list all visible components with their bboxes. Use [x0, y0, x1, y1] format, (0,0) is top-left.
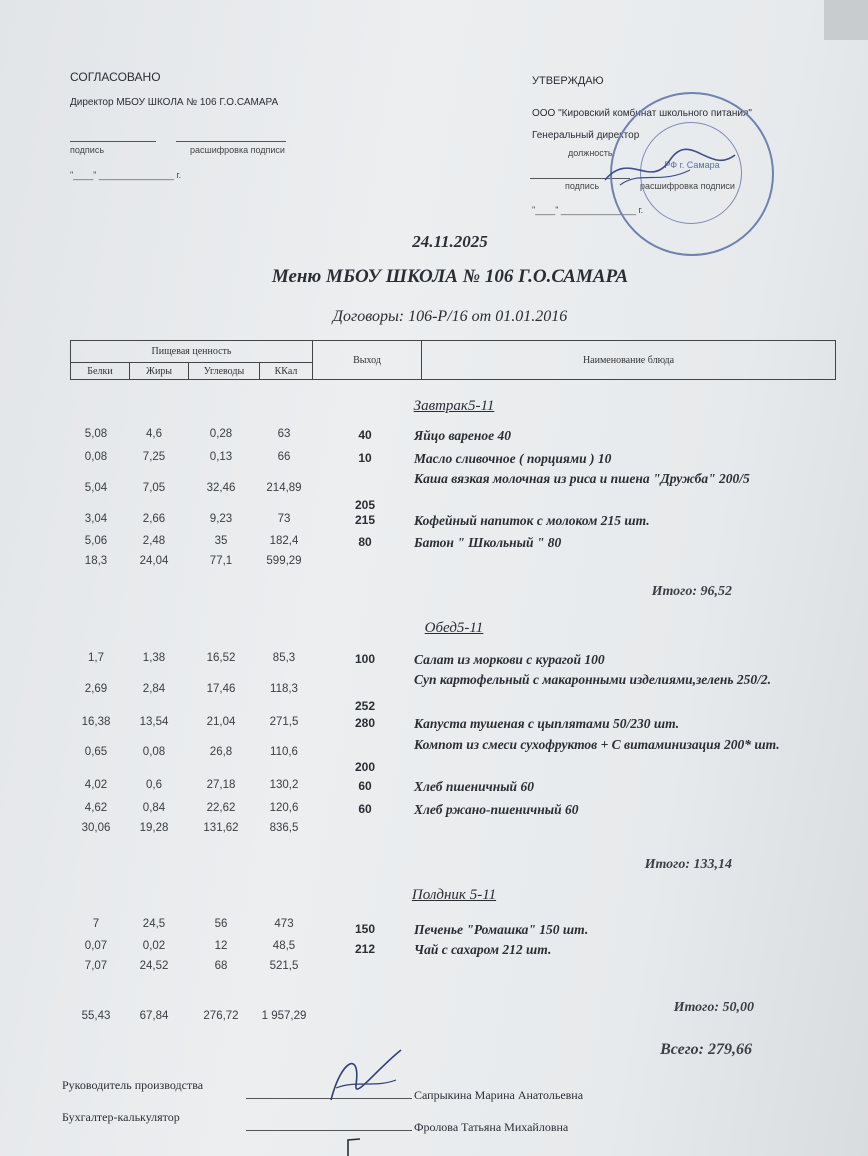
protein-value: 4,02 — [84, 779, 108, 791]
accountant-name: Фролова Татьяна Михайловна — [414, 1120, 569, 1134]
kcal-value: 120,6 — [269, 802, 299, 814]
manager-signature — [316, 1040, 416, 1110]
signature-caption-right: подпись — [565, 181, 600, 191]
protein-value: 1,7 — [88, 652, 104, 664]
carbs-value: 35 — [214, 535, 228, 547]
kcal-value: 66 — [277, 451, 291, 463]
output-value: 252 — [354, 699, 376, 713]
dish-name: Капуста тушеная с цыплятами 50/230 шт. — [414, 716, 680, 731]
dish-name: Суп картофельный с макаронными изделиями,зелень 250/2. — [414, 672, 772, 687]
approval-left-position: Директор МБОУ ШКОЛА № 106 Г.О.САМАРА — [70, 97, 279, 108]
lunch-title: Обед5-11 — [424, 620, 484, 636]
kcal-value: 271,5 — [269, 716, 299, 728]
protein-value: 7 — [92, 918, 100, 930]
kcal-sum: 836,5 — [269, 822, 299, 834]
fat-value: 7,05 — [142, 482, 166, 494]
output-value: 10 — [358, 451, 372, 465]
dish-name: Масло сливочное ( порциями ) 10 — [414, 451, 612, 466]
protein-value: 3,04 — [84, 513, 108, 525]
protein-sum: 7,07 — [84, 960, 108, 972]
director-signature — [600, 140, 740, 200]
carbs-value: 22,62 — [206, 802, 236, 814]
breakfast-total: Итого: 96,52 — [651, 584, 732, 599]
dish-name: Печенье "Ромашка" 150 шт. — [414, 922, 589, 937]
carbs-sum: 68 — [214, 960, 228, 972]
output-value: 215 — [354, 513, 376, 527]
paper-edge — [824, 0, 868, 40]
grand-total: Всего: 279,66 — [660, 1041, 752, 1058]
carbs-value: 27,18 — [206, 779, 236, 791]
position-caption-right: должность — [568, 148, 613, 158]
fat-value: 2,48 — [142, 535, 166, 547]
dish-name: Каша вязкая молочная из риса и пшена "Дружба" 200/5 — [414, 471, 750, 486]
snack-total: Итого: 50,00 — [673, 1000, 754, 1015]
output-value: 60 — [358, 802, 372, 816]
carbs-value: 32,46 — [206, 482, 236, 494]
approval-right-title: УТВЕРЖДАЮ — [532, 75, 604, 87]
carbs-header: Углеводы — [189, 363, 260, 380]
kcal-value: 85,3 — [272, 652, 296, 664]
dish-name: Яйцо вареное 40 — [414, 428, 511, 443]
carbs-grand: 276,72 — [203, 1010, 239, 1022]
fat-header: Жиры — [130, 363, 189, 380]
fat-value: 4,6 — [146, 428, 162, 440]
carbs-value: 56 — [214, 918, 228, 930]
protein-value: 0,07 — [84, 940, 108, 952]
approval-right-org: ООО "Кировский комбинат школьного питания" — [532, 108, 752, 119]
protein-grand: 55,43 — [81, 1010, 111, 1022]
decode-caption-right: расшифровка подписи — [640, 181, 735, 191]
kcal-value: 63 — [277, 428, 291, 440]
protein-value: 2,69 — [84, 683, 108, 695]
output-value: 205 — [354, 498, 376, 512]
output-value: 40 — [358, 428, 372, 442]
fat-value: 1,38 — [142, 652, 166, 664]
output-value: 80 — [358, 535, 372, 549]
output-value: 150 — [354, 922, 376, 936]
carbs-value: 21,04 — [206, 716, 236, 728]
menu-table-header — [70, 340, 836, 380]
carbs-sum: 131,62 — [203, 822, 239, 834]
fat-sum: 24,52 — [139, 960, 169, 972]
protein-sum: 18,3 — [84, 555, 108, 567]
date-line-right: "____" _______________ г. — [532, 205, 644, 215]
output-value: 280 — [354, 716, 376, 730]
protein-value: 0,65 — [84, 746, 108, 758]
carbs-value: 16,52 — [206, 652, 236, 664]
carbs-value: 9,23 — [209, 513, 233, 525]
dish-name: Хлеб ржано-пшеничный 60 — [414, 802, 579, 817]
dish-name: Хлеб пшеничный 60 — [414, 779, 534, 794]
dish-name: Чай с сахаром 212 шт. — [414, 942, 552, 957]
dish-name: Салат из моркови с курагой 100 — [414, 652, 605, 667]
output-value: 212 — [354, 942, 376, 956]
accountant-label: Бухгалтер-калькулятор — [62, 1110, 180, 1124]
fat-sum: 19,28 — [139, 822, 169, 834]
carbs-value: 0,28 — [209, 428, 233, 440]
fat-value: 0,02 — [142, 940, 166, 952]
protein-value: 0,08 — [84, 451, 108, 463]
kcal-sum: 599,29 — [266, 555, 302, 567]
lunch-total: Итого: 133,14 — [644, 857, 732, 872]
kcal-value: 130,2 — [269, 779, 299, 791]
fat-value: 0,08 — [142, 746, 166, 758]
kcal-value: 473 — [274, 918, 294, 930]
contract-line: Договоры: 106-Р/16 от 01.01.2016 — [332, 308, 568, 325]
output-value: 60 — [358, 779, 372, 793]
fat-sum: 24,04 — [139, 555, 169, 567]
carbs-value: 26,8 — [209, 746, 233, 758]
protein-value: 5,04 — [84, 482, 108, 494]
kcal-value: 214,89 — [266, 482, 302, 494]
kcal-value: 118,3 — [270, 683, 298, 695]
output-header: Выход — [313, 341, 422, 380]
kcal-value: 73 — [277, 513, 291, 525]
protein-value: 16,38 — [81, 716, 111, 728]
fat-value: 24,5 — [142, 918, 166, 930]
fat-grand: 67,84 — [139, 1010, 169, 1022]
output-value: 200 — [354, 760, 376, 774]
accountant-signature — [344, 1136, 364, 1156]
fat-value: 2,66 — [142, 513, 166, 525]
carbs-value: 0,13 — [209, 451, 233, 463]
fat-value: 0,6 — [146, 779, 162, 791]
protein-value: 5,08 — [84, 428, 108, 440]
date-line-left: "____" _______________ г. — [70, 170, 182, 180]
signature-caption-left: подпись — [70, 145, 105, 155]
accountant-signature-line — [246, 1130, 412, 1131]
fat-value: 2,84 — [142, 683, 166, 695]
manager-name: Сапрыкина Марина Анатольевна — [414, 1088, 584, 1102]
decode-caption-left: расшифровка подписи — [190, 145, 285, 155]
breakfast-title: Завтрак5-11 — [413, 398, 495, 414]
protein-value: 4,62 — [84, 802, 108, 814]
kcal-header: ККал — [260, 363, 313, 380]
fat-value: 7,25 — [142, 451, 166, 463]
fat-value: 0,84 — [142, 802, 166, 814]
kcal-value: 110,6 — [270, 746, 298, 758]
carbs-sum: 77,1 — [209, 555, 233, 567]
approval-left-title: СОГЛАСОВАНО — [70, 70, 161, 84]
protein-header: Белки — [71, 363, 130, 380]
approval-right-position: Генеральный директор — [532, 130, 640, 141]
manager-label: Руководитель производства — [62, 1078, 204, 1092]
nutrition-header: Пищевая ценность — [71, 341, 313, 363]
dish-name: Компот из смеси сухофруктов + С витаминизация 200* шт. — [414, 737, 780, 752]
protein-sum: 30,06 — [81, 822, 111, 834]
kcal-value: 48,5 — [272, 940, 296, 952]
dish-name: Батон " Школьный " 80 — [414, 535, 562, 550]
fat-value: 13,54 — [139, 716, 169, 728]
kcal-sum: 521,5 — [269, 960, 299, 972]
seal-text: РФ г. Самара — [664, 160, 720, 170]
protein-value: 5,06 — [84, 535, 108, 547]
carbs-value: 12 — [214, 940, 228, 952]
kcal-value: 182,4 — [269, 535, 299, 547]
carbs-value: 17,46 — [206, 683, 236, 695]
dish-name-header: Наименование блюда — [422, 341, 836, 380]
snack-title: Полдник 5-11 — [411, 887, 497, 903]
dish-name: Кофейный напиток с молоком 215 шт. — [414, 513, 650, 528]
decode-line-left — [176, 141, 286, 142]
menu-date: 24.11.2025 — [412, 232, 488, 251]
menu-title: Меню МБОУ ШКОЛА № 106 Г.О.САМАРА — [271, 266, 629, 287]
kcal-grand: 1 957,29 — [261, 1010, 307, 1022]
signature-line-left — [70, 141, 156, 142]
output-value: 100 — [354, 652, 376, 666]
